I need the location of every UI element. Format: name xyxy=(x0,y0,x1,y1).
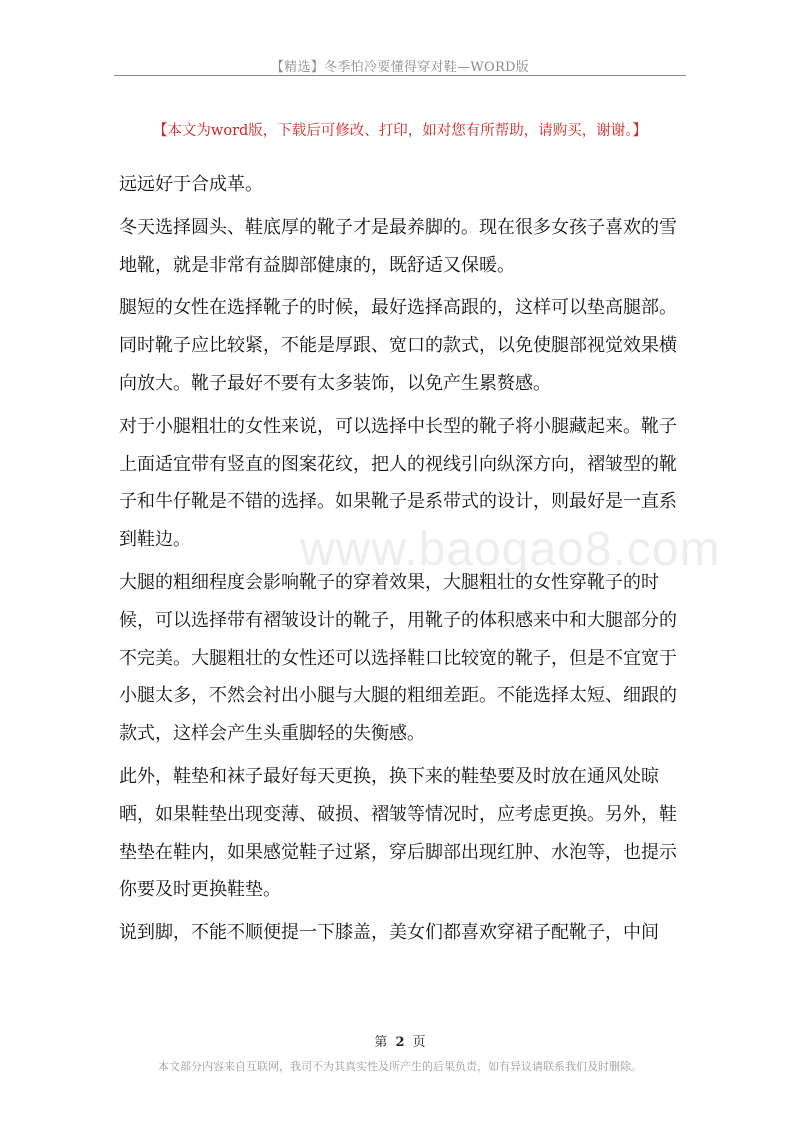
paragraph-3: 腿短的女性在选择靴子的时候，最好选择高跟的，这样可以垫高腿部。同时靴子应比较紧，不能是厚跟、宽口的款式，以免使腿部视觉效果横向放大。靴子最好不要有太多装饰，以免产生累赘感。 xyxy=(119,297,677,394)
page-number-suffix: 页 xyxy=(412,1035,426,1050)
header-divider xyxy=(114,75,686,76)
paragraph-7: 说到脚，不能不顺便提一下膝盖，美女们都喜欢穿裙子配靴子，中间 xyxy=(119,922,659,944)
paragraph-4: 对于小腿粗壮的女性来说，可以选择中长型的靴子将小腿藏起来。靴子上面适宜带有竖直的图案花纹，把人的视线引向纵深方向，褶皱型的靴子和牛仔靴是不错的选择。如果靴子是系带式的设计，则最好是一直系到鞋边。 xyxy=(119,415,677,551)
paragraph-2: 冬天选择圆头、鞋底厚的靴子才是最养脚的。现在很多女孩子喜欢的雪地靴，就是非常有益脚部健康的，既舒适又保暖。 xyxy=(119,216,677,276)
paragraph-5: 大腿的粗细程度会影响靴子的穿着效果，大腿粗壮的女性穿靴子的时候，可以选择带有褶皱设计的靴子，用靴子的体积感来中和大腿部分的不完美。大腿粗壮的女性还可以选择鞋口比较宽的靴子，但是不宜宽于小腿太多，不然会衬出小腿与大腿的粗细差距。不能选择太短、细跟的款式，这样会产生头重脚轻的失衡感。 xyxy=(119,571,677,745)
page-number xyxy=(0,1031,800,1050)
page-number-value: 2 xyxy=(395,1035,405,1050)
page-number-prefix: 第 xyxy=(374,1035,388,1050)
purchase-notice: 【本文为word版，下载后可修改、打印，如对您有所帮助，请购买，谢谢。】 xyxy=(152,123,648,139)
body-text xyxy=(119,166,721,957)
paragraph-1: 远远好于合成革。 xyxy=(119,174,263,195)
paragraph-6: 此外，鞋垫和袜子最好每天更换，换下来的鞋垫要及时放在通风处晾晒，如果鞋垫出现变薄、破损、褶皱等情况时，应考虑更换。另外，鞋垫垫在鞋内，如果感觉鞋子过紧，穿后脚部出现红肿、水泡等，也提示你要及时更换鞋垫。 xyxy=(119,765,677,901)
watermark: www.baogao8.com xyxy=(300,523,721,576)
footer-disclaimer: 本文部分内容来自互联网，我司不为其真实性及所产生的后果负责，如有异议请联系我们及时删除。 xyxy=(158,1060,642,1073)
header-title: 【精选】冬季怕冷要懂得穿对鞋—WORD版 xyxy=(270,60,530,75)
